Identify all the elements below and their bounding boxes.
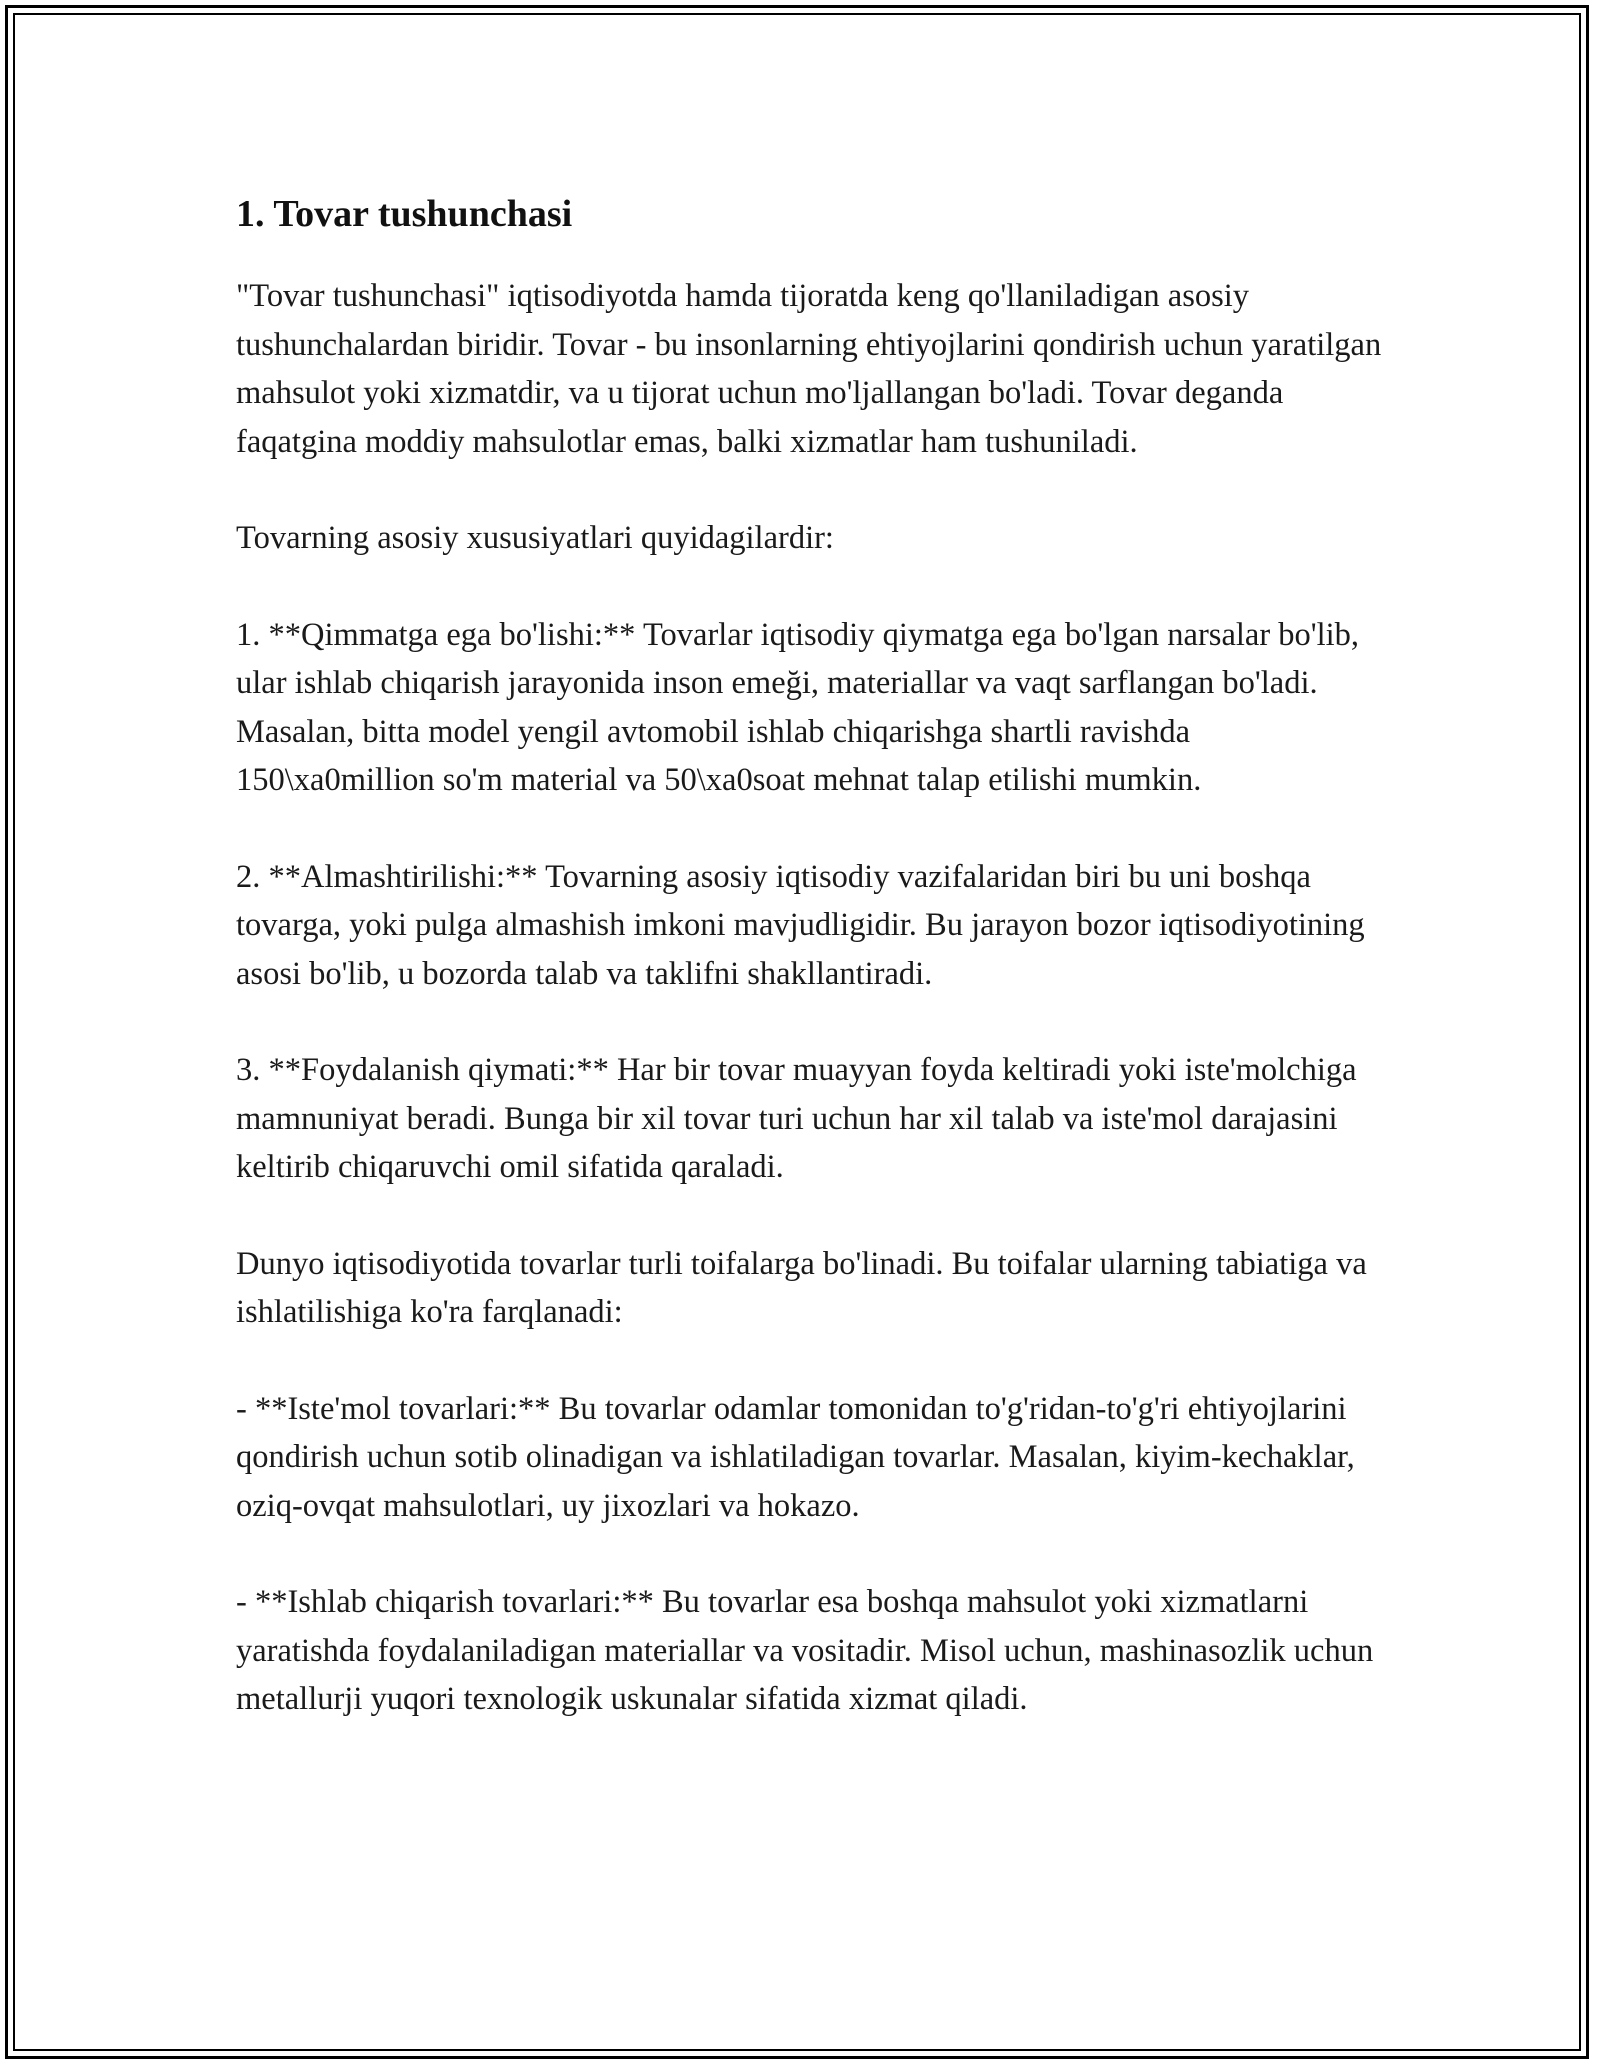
paragraph-property-use-value: 3. **Foydalanish qiymati:** Har bir tovar muayyan foyda keltiradi yoki iste'molchiga mamnuniyat beradi. Bunga bir xil tovar turi uchun har xil talab va iste'mol darajasini keltirib chiqaruvchi omil sifatida qaraladi. bbox=[236, 1052, 1357, 1185]
paragraph-property-value: 1. **Qimmatga ega bo'lishi:** Tovarlar iqtisodiy qiymatga ega bo'lgan narsalar bo'lib, ular ishlab chiqarish jarayonida inson emeği, materiallar va vaqt sarflangan bo'ladi. Masalan, bitta model yengil avtomobil ishlab chiqarishga shartli ravishda 150\xa0million so'm material va 50\xa0soat mehnat talap etilishi mumkin. bbox=[236, 616, 1360, 798]
paragraph-consumer-goods: - **Iste'mol tovarlari:** Bu tovarlar odamlar tomonidan to'g'ridan-to'g'ri ehtiyojlarini qondirish uchun sotib olinadigan va ishlatiladigan tovarlar. Masalan, kiyim-kechaklar, oziq-ovqat mahsulotlari, uy jixozlari va hokazo. bbox=[236, 1390, 1355, 1524]
paragraph-property-exchange: 2. **Almashtirilishi:** Tovarning asosiy iqtisodiy vazifalaridan biri bu uni boshqa tovarga, yoki pulga almashish imkoni mavjudligidir. Bu jarayon bozor iqtisodiyotining asosi bo'lib, u bozorda talab va taklifni shakllantiradi. bbox=[236, 858, 1365, 992]
paragraph-production-goods: - **Ishlab chiqarish tovarlari:** Bu tovarlar esa boshqa mahsulot yoki xizmatlarni yaratishda foydalaniladigan materiallar va vositadir. Misol uchun, mashinasozlik uchun metallurji yuqori texnologik uskunalar sifatida xizmat qiladi. bbox=[236, 1584, 1374, 1717]
paragraph-properties-lead: Tovarning asosiy xususiyatlari quyidagilardir: bbox=[236, 520, 834, 556]
paragraph-categories-lead: Dunyo iqtisodiyotida tovarlar turli toifalarga bo'linadi. Bu toifalar ularning tabiatiga va ishlatilishiga ko'ra farqlanadi: bbox=[236, 1245, 1367, 1330]
section-heading: 1. Tovar tushunchasi bbox=[236, 193, 573, 235]
document-body bbox=[236, 186, 1386, 1724]
paragraph-intro: "Tovar tushunchasi" iqtisodiyotda hamda tijoratda keng qo'llaniladigan asosiy tushunchalardan biridir. Tovar - bu insonlarning ehtiyojlarini qondirish uchun yaratilgan mahsulot yoki xizmatdir, va u tijorat uchun mo'ljallangan bo'ladi. Tovar deganda faqatgina moddiy mahsulotlar emas, balki xizmatlar ham tushuniladi. bbox=[236, 278, 1382, 460]
